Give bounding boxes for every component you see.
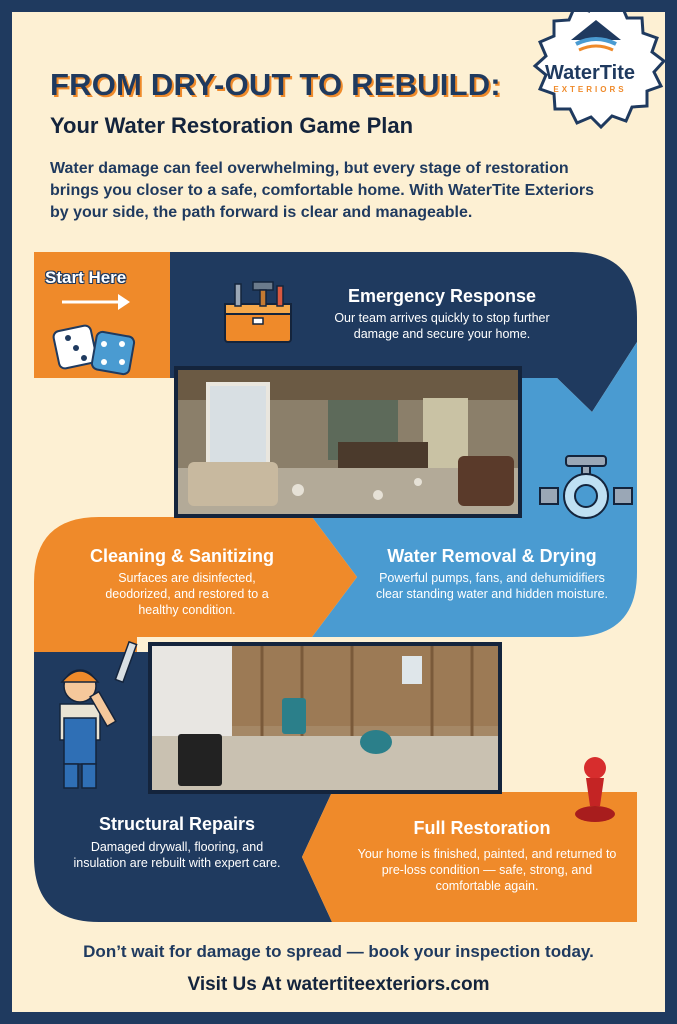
arrow-right-icon [60, 292, 132, 312]
stage-full-restoration-title: Full Restoration [413, 818, 551, 838]
damaged-room-photo [174, 366, 522, 518]
intro-text: Water damage can feel overwhelming, but every stage of restoration brings you closer to a safe, comfortable home. With WaterTite Exteriors by your side, the path forward is clear and manageable. [50, 160, 594, 221]
drying-room-photo [148, 642, 502, 794]
start-label: Start Here [45, 268, 127, 287]
stage-emergency-title: Emergency Response [347, 286, 537, 306]
stage-structural-title: Structural Repairs [98, 814, 256, 834]
stage-structural-desc: Damaged drywall, flooring, and insulation are rebuilt with expert care. [73, 840, 281, 870]
game-pawn-icon [570, 754, 620, 828]
stage-cleaning-title: Cleaning & Sanitizing [89, 546, 274, 566]
pump-valve-icon [538, 452, 634, 522]
stage-full-restoration-desc: Your home is finished, painted, and returned to pre-loss condition — safe, strong, and comfortable again. [357, 847, 617, 893]
logo-tagline: EXTERIORS [553, 85, 627, 94]
stage-cleaning-desc: Surfaces are disinfected, deodorized, and restored to a healthy condition. [105, 571, 269, 617]
stage-water-removal-desc: Powerful pumps, fans, and dehumidifiers clear standing water and hidden moisture. [375, 571, 609, 601]
worker-character-icon [34, 632, 144, 792]
dice-icon [52, 322, 142, 378]
page-title: FROM DRY-OUT TO REBUILD: [50, 67, 501, 102]
infographic-panel [12, 12, 665, 1012]
stage-emergency-desc: Our team arrives quickly to stop further damage and secure your home. [334, 311, 550, 341]
toolbox-icon [217, 280, 299, 346]
logo-name: WaterTite [544, 62, 636, 84]
stage-water-removal-title: Water Removal & Drying [387, 546, 597, 566]
website-link[interactable]: Visit Us At watertiteexteriors.com [187, 974, 490, 995]
cta-text: Don’t wait for damage to spread — book your inspection today. [83, 942, 594, 961]
page-subtitle: Your Water Restoration Game Plan [50, 113, 414, 138]
